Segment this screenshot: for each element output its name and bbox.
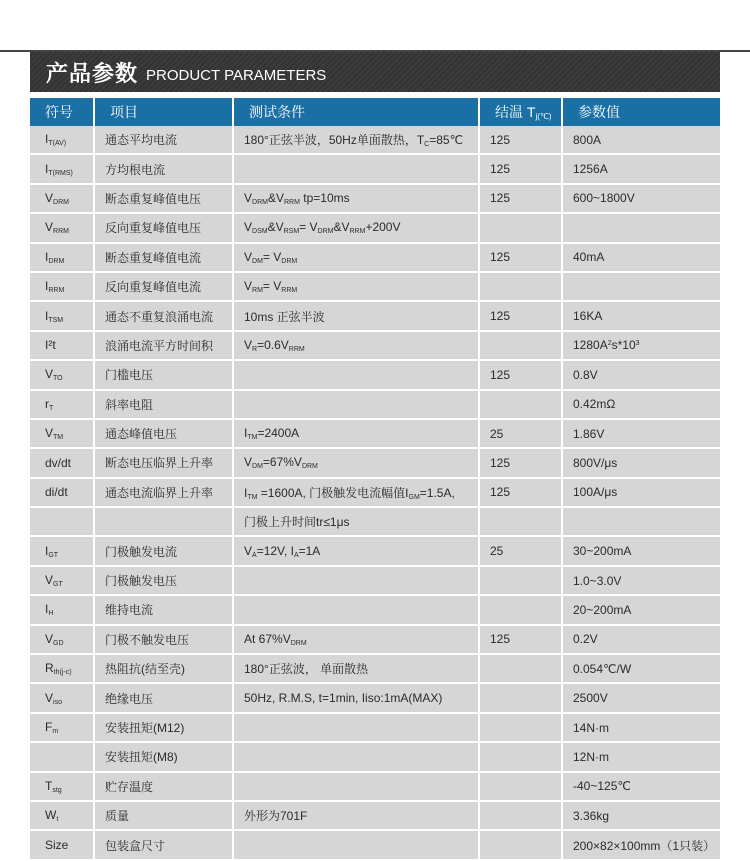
- table-row: [30, 154, 720, 183]
- junction-temp-cell: [479, 390, 562, 419]
- symbol-cell: $I_{RRM}$: [30, 272, 94, 301]
- condition-cell: 门极上升时间tr≤1μs: [233, 507, 479, 536]
- value-cell: 0.8V: [562, 360, 720, 389]
- table-row: [30, 713, 720, 742]
- col-header-condition: 测试条件: [233, 98, 479, 126]
- junction-temp-cell: [479, 683, 562, 712]
- value-cell: [562, 272, 720, 301]
- item-cell: 维持电流: [94, 595, 233, 624]
- condition-cell: [233, 595, 479, 624]
- item-cell: 门槛电压: [94, 360, 233, 389]
- item-cell: 热阻抗(结至壳): [94, 654, 233, 683]
- table-row: [30, 419, 720, 448]
- section-title-zh: 产品参数: [46, 60, 139, 86]
- parameters-table: [30, 98, 720, 861]
- item-cell: 断态重复峰值电压: [94, 184, 233, 213]
- item-cell: 安装扭矩(M8): [94, 742, 233, 771]
- table-row: [30, 126, 720, 154]
- value-cell: 14N·m: [562, 713, 720, 742]
- junction-temp-cell: [479, 331, 562, 360]
- item-cell: 断态重复峰值电流: [94, 243, 233, 272]
- item-cell: 反向重复峰值电压: [94, 213, 233, 242]
- section-banner: [30, 52, 720, 92]
- symbol-cell: $V_{DRM}$: [30, 184, 94, 213]
- value-cell: 16KA: [562, 301, 720, 330]
- condition-cell: [233, 360, 479, 389]
- symbol-cell: I²t: [30, 331, 94, 360]
- table-row: [30, 742, 720, 771]
- value-cell: 800A: [562, 126, 720, 154]
- section-title-en: PRODUCT PARAMETERS: [146, 66, 327, 84]
- item-cell: 门极触发电压: [94, 566, 233, 595]
- item-cell: 包装盒尺寸: [94, 830, 233, 859]
- condition-cell: [233, 713, 479, 742]
- item-cell: [94, 507, 233, 536]
- item-cell: 通态平均电流: [94, 126, 233, 154]
- condition-cell: $V_{DRM}\&V_{RRM}$ tp=10ms: [233, 184, 479, 213]
- symbol-cell: Size: [30, 830, 94, 859]
- item-cell: 门极触发电流: [94, 536, 233, 565]
- item-cell: 反向重复峰值电流: [94, 272, 233, 301]
- table-row: [30, 801, 720, 830]
- condition-cell: $I_{TM}=2400A$: [233, 419, 479, 448]
- table-row: [30, 448, 720, 477]
- table-row: [30, 507, 720, 536]
- junction-temp-cell: 125: [479, 301, 562, 330]
- value-cell: 800V/μs: [562, 448, 720, 477]
- junction-temp-cell: 125: [479, 126, 562, 154]
- condition-cell: [233, 390, 479, 419]
- condition-cell: 180°正弦波， 单面散热: [233, 654, 479, 683]
- junction-temp-cell: 125: [479, 360, 562, 389]
- symbol-cell: $V_{GT}$: [30, 566, 94, 595]
- condition-cell: $V_{DM}= V_{DRM}$: [233, 243, 479, 272]
- value-cell: 0.42mΩ: [562, 390, 720, 419]
- value-cell: 0.054℃/W: [562, 654, 720, 683]
- item-cell: 通态不重复浪涌电流: [94, 301, 233, 330]
- junction-temp-cell: 125: [479, 448, 562, 477]
- table-row: [30, 272, 720, 301]
- value-cell: 100A/μs: [562, 478, 720, 507]
- table-row: [30, 654, 720, 683]
- junction-temp-cell: [479, 272, 562, 301]
- junction-temp-cell: [479, 742, 562, 771]
- symbol-cell: $V_{TM}$: [30, 419, 94, 448]
- table-row: [30, 331, 720, 360]
- item-cell: 质量: [94, 801, 233, 830]
- table-row: [30, 830, 720, 859]
- junction-temp-cell: [479, 830, 562, 859]
- value-cell: 2500V: [562, 683, 720, 712]
- symbol-cell: $T_{stg}$: [30, 772, 94, 801]
- junction-temp-cell: 125: [479, 184, 562, 213]
- table-row: [30, 772, 720, 801]
- condition-cell: 外形为701F: [233, 801, 479, 830]
- symbol-cell: di/dt: [30, 478, 94, 507]
- value-cell: $1280A^2s*10^3$: [562, 331, 720, 360]
- symbol-cell: $W_t$: [30, 801, 94, 830]
- symbol-cell: dv/dt: [30, 448, 94, 477]
- condition-cell: $V_{DM}=67\%V_{DRM}$: [233, 448, 479, 477]
- condition-cell: [233, 154, 479, 183]
- symbol-cell: $V_{GD}$: [30, 625, 94, 654]
- condition-cell: $V_{RM}= V_{RRM}$: [233, 272, 479, 301]
- col-header-item: 项目: [94, 98, 233, 126]
- table-row: [30, 243, 720, 272]
- table-row: [30, 390, 720, 419]
- item-cell: 安装扭矩(M12): [94, 713, 233, 742]
- item-cell: 门极不触发电压: [94, 625, 233, 654]
- symbol-cell: $F_m$: [30, 713, 94, 742]
- junction-temp-cell: [479, 772, 562, 801]
- table-row: [30, 213, 720, 242]
- junction-temp-cell: [479, 654, 562, 683]
- junction-temp-cell: 25: [479, 536, 562, 565]
- table-row: [30, 478, 720, 507]
- condition-cell: At $67\%V_{DRM}$: [233, 625, 479, 654]
- condition-cell: [233, 772, 479, 801]
- item-cell: 方均根电流: [94, 154, 233, 183]
- condition-cell: [233, 566, 479, 595]
- junction-temp-cell: 125: [479, 243, 562, 272]
- value-cell: -40~125℃: [562, 772, 720, 801]
- value-cell: 20~200mA: [562, 595, 720, 624]
- junction-temp-cell: [479, 566, 562, 595]
- junction-temp-cell: 25: [479, 419, 562, 448]
- col-header-value: 参数值: [562, 98, 720, 126]
- item-cell: 贮存温度: [94, 772, 233, 801]
- value-cell: 1.86V: [562, 419, 720, 448]
- junction-temp-cell: [479, 213, 562, 242]
- table-row: [30, 625, 720, 654]
- col-header-symbol: 符号: [30, 98, 94, 126]
- condition-cell: $I_{TM} =1600A$, 门极触发电流幅值$I_{GM}=1.5A$,: [233, 478, 479, 507]
- junction-temp-cell: 125: [479, 625, 562, 654]
- item-cell: 断态电压临界上升率: [94, 448, 233, 477]
- symbol-cell: $r_T$: [30, 390, 94, 419]
- item-cell: 浪涌电流平方时间积: [94, 331, 233, 360]
- table-row: [30, 536, 720, 565]
- value-cell: 0.2V: [562, 625, 720, 654]
- value-cell: 3.36kg: [562, 801, 720, 830]
- value-cell: [562, 507, 720, 536]
- item-cell: 通态峰值电压: [94, 419, 233, 448]
- col-header-junction-temp: 结温 $T_{j(℃)}$: [479, 98, 562, 126]
- table-row: [30, 360, 720, 389]
- junction-temp-cell: [479, 801, 562, 830]
- junction-temp-cell: [479, 713, 562, 742]
- condition-cell: [233, 830, 479, 859]
- value-cell: 30~200mA: [562, 536, 720, 565]
- item-cell: 绝缘电压: [94, 683, 233, 712]
- condition-cell: $V_A=12V$, $I_A=1A$: [233, 536, 479, 565]
- item-cell: 通态电流临界上升率: [94, 478, 233, 507]
- table-row: [30, 683, 720, 712]
- junction-temp-cell: 125: [479, 478, 562, 507]
- condition-cell: $V_{DSM}\&V_{RSM}=$ $V_{DRM}\&V_{RRM}+200V$: [233, 213, 479, 242]
- item-cell: 斜率电阻: [94, 390, 233, 419]
- table-row: [30, 301, 720, 330]
- value-cell: [562, 213, 720, 242]
- symbol-cell: [30, 742, 94, 771]
- condition-cell: 10ms 正弦半波: [233, 301, 479, 330]
- symbol-cell: $I_{TSM}$: [30, 301, 94, 330]
- value-cell: 1256A: [562, 154, 720, 183]
- symbol-cell: [30, 507, 94, 536]
- value-cell: 12N·m: [562, 742, 720, 771]
- table-header-row: [30, 98, 720, 126]
- value-cell: 40mA: [562, 243, 720, 272]
- symbol-cell: $I_{GT}$: [30, 536, 94, 565]
- symbol-cell: $R_{th(j-c)}$: [30, 654, 94, 683]
- table-row: [30, 595, 720, 624]
- symbol-cell: $V_{TO}$: [30, 360, 94, 389]
- condition-cell: $V_R=0.6V_{RRM}$: [233, 331, 479, 360]
- junction-temp-cell: [479, 507, 562, 536]
- table-row: [30, 566, 720, 595]
- symbol-cell: $I_{T(AV)}$: [30, 126, 94, 154]
- junction-temp-cell: [479, 595, 562, 624]
- condition-cell: [233, 742, 479, 771]
- table-row: [30, 184, 720, 213]
- symbol-cell: $I_H$: [30, 595, 94, 624]
- symbol-cell: $V_{iso}$: [30, 683, 94, 712]
- value-cell: 200×82×100mm（1只装）: [562, 830, 720, 859]
- symbol-cell: $V_{RRM}$: [30, 213, 94, 242]
- value-cell: 1.0~3.0V: [562, 566, 720, 595]
- symbol-cell: $I_{DRM}$: [30, 243, 94, 272]
- condition-cell: 180°正弦半波，50Hz单面散热，$T_C=85℃$: [233, 126, 479, 154]
- junction-temp-cell: 125: [479, 154, 562, 183]
- symbol-cell: $I_{T(RMS)}$: [30, 154, 94, 183]
- value-cell: 600~1800V: [562, 184, 720, 213]
- condition-cell: 50Hz, R.M.S, t=1min, Iiso:1mA(MAX): [233, 683, 479, 712]
